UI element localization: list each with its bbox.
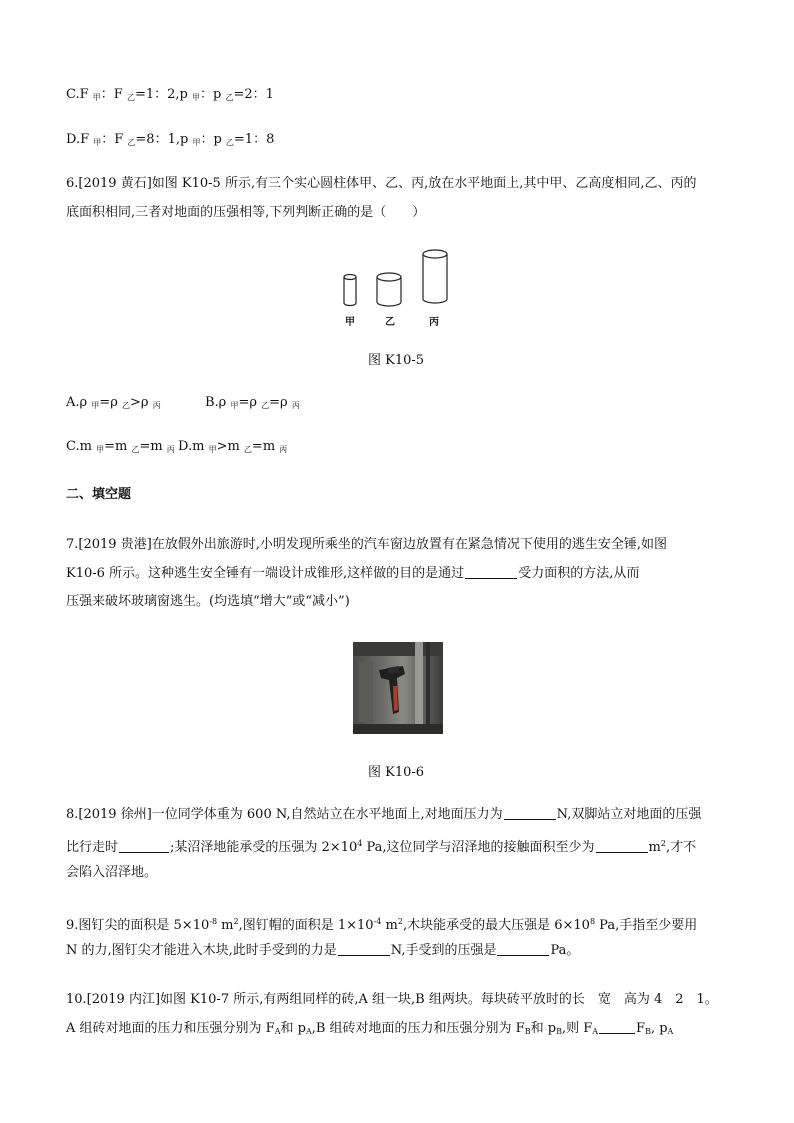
figure-caption-k10-6: 图 K10-6 [368,765,425,780]
q7-blank-1[interactable] [465,566,517,579]
q7-line3: 压强来破坏玻璃窗逃生。(均选填“增大”或“减小”) [66,594,350,609]
label-bing: 丙 [429,317,439,328]
q6-option-d: D.m $_甲$>m $_乙$=m $_丙$ [178,439,288,454]
q10-line2: A 组砖对地面的压力和压强分别为 $F_A$和 $p_A,B$ 组砖对地面的压力和压强分别为 $F_B$和 $p_B$,则 $F_A$ $F_B$, $p_A$ [66,1021,674,1036]
label-yi: 乙 [385,317,395,328]
q6-option-a: A.ρ $_甲$=ρ $_乙$>ρ $_丙$ [66,395,161,410]
option-d-prev: D.F $_甲$：F $_乙$=8：1,p $_甲$：p $_乙$=1：8 [66,132,275,147]
q8-blank-1[interactable] [504,807,556,820]
q8-blank-3[interactable] [596,840,648,853]
q6-line1: 6.[2019 黄石]如图 K10-5 所示,有三个实心圆柱体甲、乙、丙,放在水平地面上,其中甲、乙高度相同,乙、丙的 [66,176,697,191]
option-c-prev: C.F $_甲$：F $_乙$=1：2,p $_甲$：p $_乙$=2：1 [66,87,274,102]
figure-k10-6-safety-hammer-photo [353,642,443,734]
q9-blank-1[interactable] [338,943,390,956]
q6-line2: 底面积相同,三者对地面的压强相等,下列判断正确的是（ ） [66,205,426,220]
q9-line1: 9.图钉尖的面积是 $5\times 10^{-8}$ $m^2$,图钉帽的面积是 $1\times 10^{-4}$ $m^2$,木块能承受的最大压强是 $6\times 10^8$ Pa,手指至少要用 [66,917,698,933]
q8-blank-2[interactable] [119,840,169,853]
q8-line3: 会陷入沼泽地。 [66,865,158,880]
q8-line2: 比行走时 ;某沼泽地能承受的压强为 $2\times 10^4$ Pa,这位同学与沼泽地的接触面积至少为 $m^2$,才不 [66,839,697,855]
q7-line2: K10-6 所示。这种逃生安全锤有一端设计成锥形,这样做的目的是通过 受力面积的方法,从而 [66,566,640,581]
q8-line1: 8.[2019 徐州]一位同学体重为 600 N,自然站立在水平地面上,对地面压力为 N,双脚站立对地面的压强 [66,807,702,822]
q6-option-c: C.m $_甲$=m $_乙$=m $_丙$ [66,439,175,454]
cylinder-jia [344,275,356,306]
label-jia: 甲 [345,317,355,328]
cylinder-yi [377,273,401,306]
section-title-fill-blank: 二、填空题 [66,487,132,502]
q7-line1: 7.[2019 贵港]在放假外出旅游时,小明发现所乘坐的汽车窗边放置有在紧急情况下使用的逃生安全锤,如图 [66,537,668,552]
q10-blank-1[interactable] [599,1021,635,1034]
figure-caption-k10-5: 图 K10-5 [368,353,425,368]
q10-line1: 10.[2019 内江]如图 K10-7 所示,有两组同样的砖,A 组一块,B 组两块。每块砖平放时的长 宽 高为 4 2 1。 [66,992,718,1007]
q9-line2: N 的力,图钉尖才能进入木块,此时手受到的力是 N,手受到的压强是 Pa。 [66,943,580,958]
q6-option-b: B.ρ $_甲$=ρ $_乙$=ρ $_丙$ [205,395,300,410]
figure-k10-5-cylinders [330,240,460,312]
q9-blank-2[interactable] [497,943,549,956]
cylinder-bing [423,250,447,303]
